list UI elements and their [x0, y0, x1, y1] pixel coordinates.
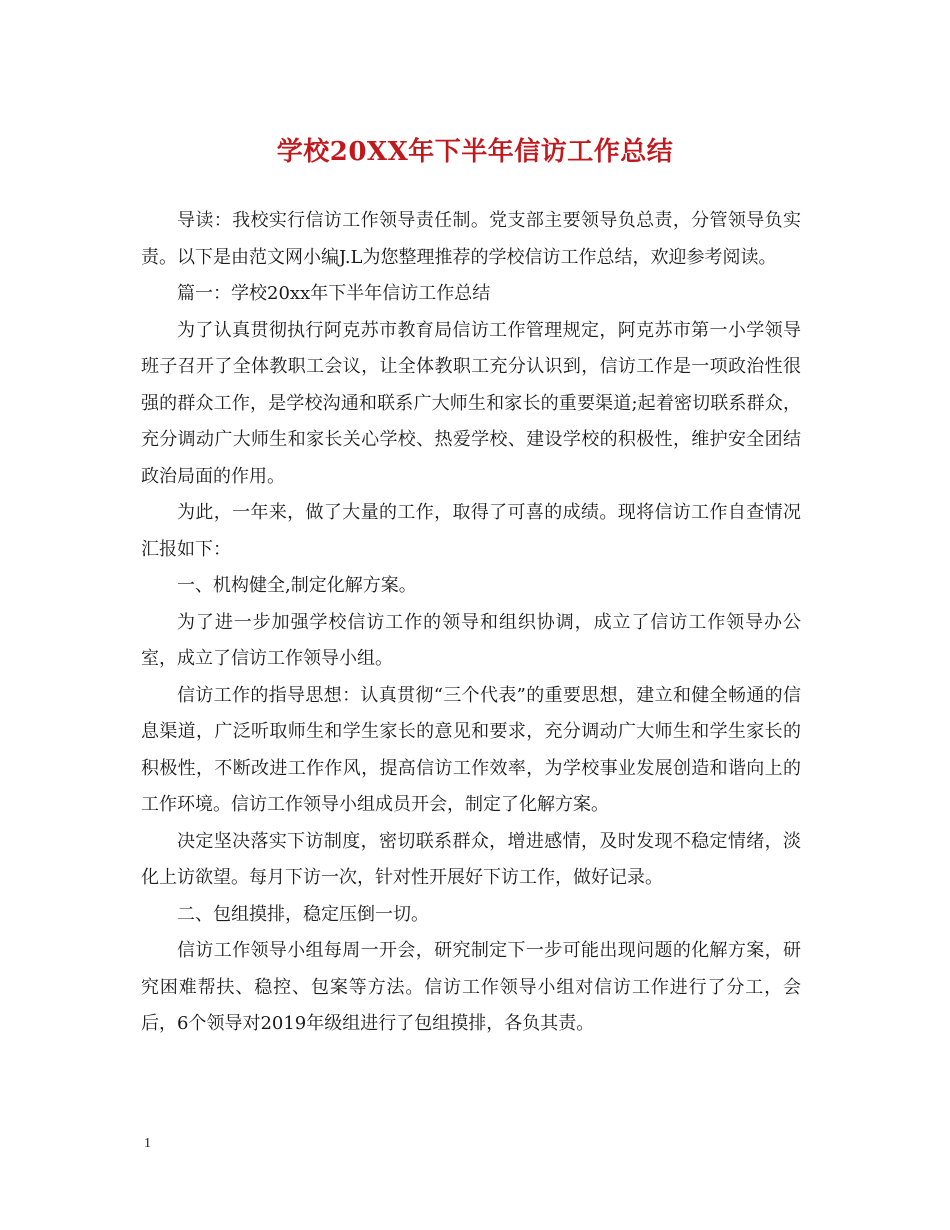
document-title: 学校20XX年下半年信访工作总结	[276, 137, 674, 167]
paragraph: 信访工作的指导思想：认真贯彻“三个代表”的重要思想，建立和健全畅通的信息渠道，广泛听取师生和学生家长的意见和要求，充分调动广大师生和学生家长的积极性，不断改进工作作风，提高信访工作效率，为学校事业发展创造和谐向上的工作环境。信访工作领导小组成员开会，制定了化解方案。	[141, 684, 801, 815]
paragraph: 决定坚决落实下访制度，密切联系群众，增进感情，及时发现不稳定情绪，淡化上访欲望。每月下访一次，针对性开展好下访工作，做好记录。	[141, 830, 801, 888]
paragraph: 信访工作领导小组每周一开会，研究制定下一步可能出现问题的化解方案，研究困难帮扶、稳控、包案等方法。信访工作领导小组对信访工作进行了分工，会后，6个领导对2019年级组进行了包组摸排，各负其责。	[141, 940, 801, 1034]
paragraph-intro: 导读：我校实行信访工作领导责任制。党支部主要领导负总责，分管领导负实责。以下是由范文网小编J.L为您整理推荐的学校信访工作总结，欢迎参考阅读。	[141, 210, 801, 268]
page-number: 1	[144, 1136, 151, 1151]
paragraph-heading-2: 二、包组摸排，稳定压倒一切。	[177, 903, 429, 925]
paragraph-section-heading: 篇一：学校20xx年下半年信访工作总结	[177, 283, 491, 304]
paragraph: 为了认真贯彻执行阿克苏市教育局信访工作管理规定，阿克苏市第一小学领导班子召开了全体教职工会议，让全体教职工充分认识到，信访工作是一项政治性很强的群众工作，是学校沟通和联系广大师生和家长的重要渠道;起着密切联系群众，充分调动广大师生和家长关心学校、热爱学校、建设学校的积极性，维护安全团结政治局面的作用。	[141, 319, 801, 487]
paragraph: 为了进一步加强学校信访工作的领导和组织协调，成立了信访工作领导办公室，成立了信访工作领导小组。	[141, 611, 801, 669]
paragraph: 为此，一年来，做了大量的工作，取得了可喜的成绩。现将信访工作自查情况汇报如下：	[141, 502, 801, 560]
paragraph-heading-1: 一、机构健全,制定化解方案。	[177, 575, 417, 596]
document-body	[141, 203, 801, 1043]
